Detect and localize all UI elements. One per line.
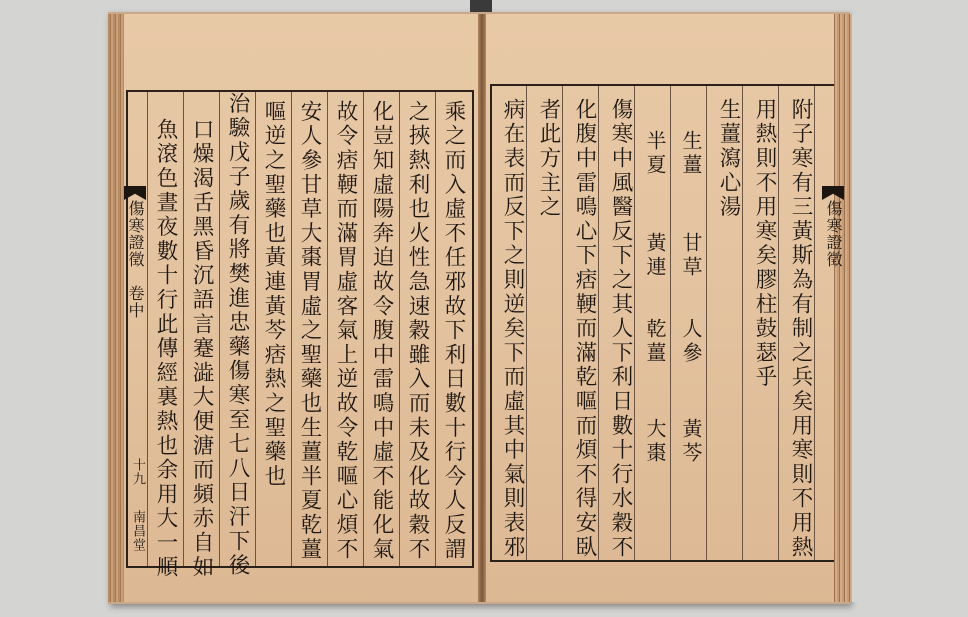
column-rule (147, 92, 148, 566)
text-column: 傷寒中風醫反下之其人下利日數十行水穀不 (608, 98, 633, 560)
text-column: 魚滾色晝夜數十行此傳經裏熱也余用大一順 (153, 118, 178, 580)
column-rule (706, 86, 707, 560)
text-column: 之挾熱利也火性急速穀雖入而未及化故穀不 (405, 100, 430, 562)
background-right (852, 14, 968, 602)
binding-clip (470, 0, 492, 12)
text-column: 嘔逆之聖藥也黃連黃芩痞熱之聖藥也 (261, 100, 286, 489)
recipe-title: 生薑瀉心湯 (716, 98, 741, 220)
text-column: 乘之而入虛不任邪故下利日數十行今人反謂 (441, 100, 466, 562)
ingredient: 甘草 (679, 232, 703, 280)
column-rule (435, 92, 436, 566)
text-column: 附子寒有三黃斯為有制之兵矣用寒則不用熱 (788, 98, 813, 560)
column-rule (399, 92, 400, 566)
ingredient: 黃芩 (679, 418, 703, 466)
ingredient: 黃連 (643, 232, 667, 280)
text-column: 安人參甘草大棗胃虛之聖藥也生薑半夏乾薑 (297, 100, 322, 562)
column-rule (670, 86, 671, 560)
text-column: 口燥渴舌黑昏沉語言蹇澁大便溏而頻赤自如 (189, 118, 214, 580)
folio-number: 十九 (130, 458, 145, 486)
column-rule (219, 92, 220, 566)
column-rule (291, 92, 292, 566)
text-column: 治驗戊子歲有將樊進忠藥傷寒至七八日汗下後 (225, 92, 250, 578)
ingredient: 乾薑 (643, 318, 667, 366)
margin-title: 傷寒證徵 (126, 200, 145, 268)
ingredient: 半夏 (643, 130, 667, 178)
publisher-name: 南昌堂 (130, 510, 145, 552)
ingredient: 大棗 (643, 418, 667, 466)
text-column: 故令痞鞕而滿胃虛客氣上逆故令乾嘔心煩不 (333, 100, 358, 562)
text-column: 病在表而反下之則逆矣下而虛其中氣則表邪 (500, 98, 525, 560)
column-rule (363, 92, 364, 566)
margin-volume: 卷中 (126, 285, 145, 319)
column-rule (327, 92, 328, 566)
ingredient: 人參 (679, 318, 703, 366)
ingredient: 生薑 (679, 130, 703, 178)
column-rule (255, 92, 256, 566)
column-rule (183, 92, 184, 566)
book-gutter (478, 14, 486, 602)
margin-title: 傷寒證徵 (824, 200, 843, 268)
text-column: 化腹中雷鳴心下痞鞕而滿乾嘔而煩不得安臥 (572, 98, 597, 560)
text-column: 用熱則不用寒矣膠柱鼓瑟乎 (752, 98, 777, 390)
text-column: 者此方主之 (536, 98, 561, 220)
text-column: 化豈知虛陽奔迫故令腹中雷鳴中虛不能化氣 (369, 100, 394, 562)
page-edges-right (832, 14, 854, 602)
